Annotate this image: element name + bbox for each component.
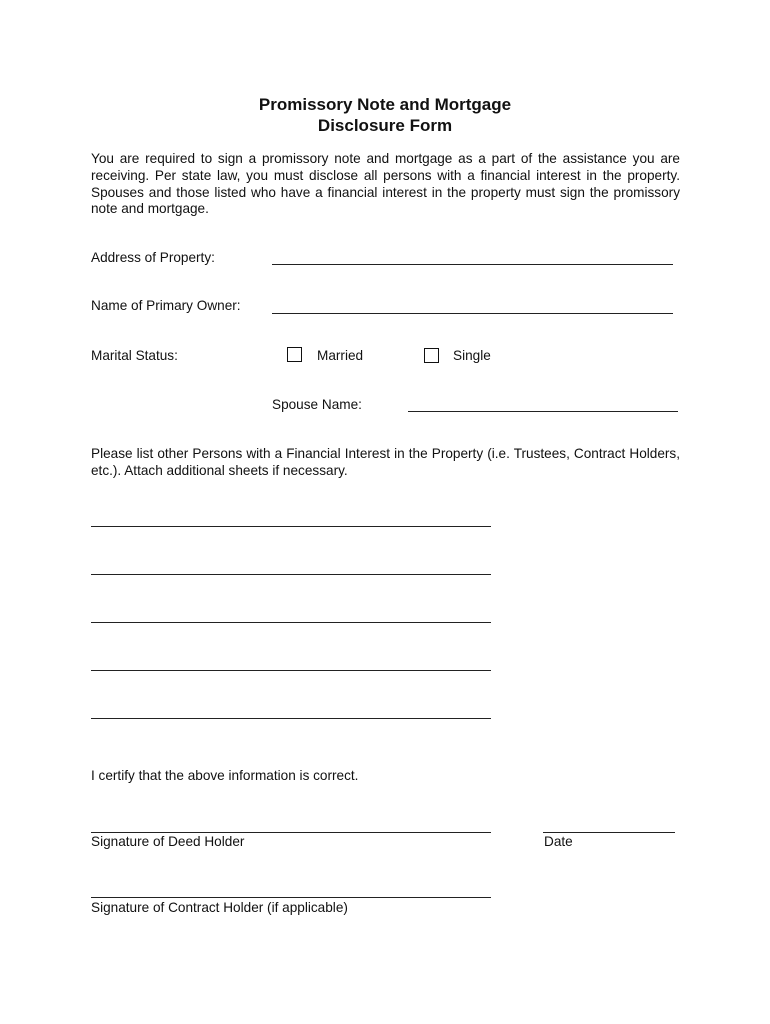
other-persons-paragraph: Please list other Persons with a Financial Interest in the Property (i.e. Trustees, Contract Holders, etc.). Attach additional sheets if necessary. — [91, 446, 680, 478]
other-person-line[interactable] — [91, 670, 491, 671]
owner-label: Name of Primary Owner: — [91, 298, 241, 313]
deed-holder-signature-line[interactable] — [91, 832, 491, 833]
form-title-line2: Disclosure Form — [317, 116, 453, 135]
spouse-name-field[interactable] — [408, 411, 678, 412]
contract-holder-signature-line[interactable] — [91, 897, 491, 898]
owner-field[interactable] — [272, 313, 673, 314]
single-checkbox[interactable] — [424, 348, 439, 363]
single-label: Single — [453, 348, 491, 363]
other-person-line[interactable] — [91, 574, 491, 575]
other-person-line[interactable] — [91, 622, 491, 623]
date-line[interactable] — [543, 832, 675, 833]
address-field[interactable] — [272, 264, 673, 265]
marital-status-label: Marital Status: — [91, 348, 178, 363]
address-label: Address of Property: — [91, 250, 215, 265]
deed-holder-signature-label: Signature of Deed Holder — [91, 834, 245, 849]
date-label: Date — [544, 834, 573, 849]
other-person-line[interactable] — [91, 718, 491, 719]
contract-holder-signature-label: Signature of Contract Holder (if applicable) — [91, 900, 348, 915]
form-title-line1: Promissory Note and Mortgage — [258, 95, 512, 114]
intro-paragraph: You are required to sign a promissory note and mortgage as a part of the assistance you are receiving. Per state law, you must disclose all persons with a financial interest in the property. Spouses and those listed who have a financial interest in the property must sign the promissory note and mortgage. — [91, 151, 680, 217]
spouse-name-label: Spouse Name: — [272, 397, 362, 412]
married-label: Married — [317, 348, 364, 363]
other-person-line[interactable] — [91, 526, 491, 527]
certify-statement: I certify that the above information is correct. — [91, 768, 359, 783]
married-checkbox[interactable] — [287, 347, 302, 362]
